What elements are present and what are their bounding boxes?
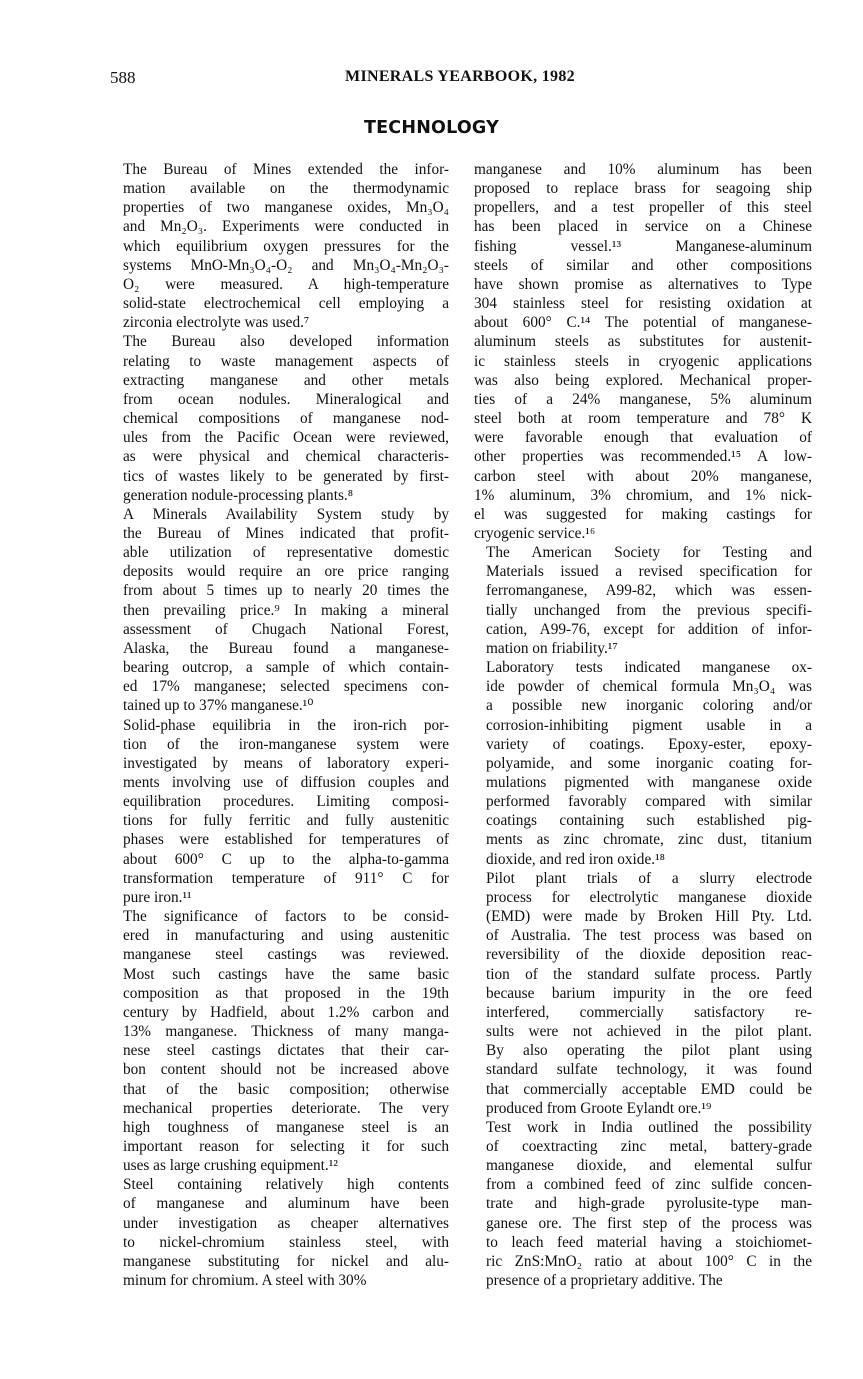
text-line: el was suggested for making castings for [474,505,812,523]
page-number: 588 [110,68,136,87]
text-line: ferromanganese, A99-82, which was essen- [486,582,812,600]
text-line: investigated by means of laboratory experi- [123,754,449,772]
left-column [111,160,449,1290]
paragraph [111,332,449,504]
text-line: performed favorably compared with similar [486,793,812,811]
text-line: process for electrolytic manganese dioxide [486,888,812,906]
text-line: reversibility of the dioxide deposition reac- [486,946,812,964]
text-line: tained up to 37% manganese.¹⁰ [123,697,314,715]
text-line: then prevailing price.⁹ In making a mineral [123,601,449,619]
text-line: 13% manganese. Thickness of many manga- [123,1023,449,1041]
text-line: that of the basic composition; otherwise [123,1080,449,1098]
text-line: extracting manganese and other metals [123,371,449,389]
text-line: (EMD) were made by Broken Hill Pty. Ltd. [486,908,812,926]
text-line: equilibration procedures. Limiting composi- [123,793,449,811]
running-head: MINERALS YEARBOOK, 1982 [345,68,575,85]
text-line: able utilization of representative domestic [123,544,449,562]
text-line: steels of similar and other compositions [474,256,812,274]
text-line: that commercially acceptable EMD could be [486,1080,812,1098]
text-line: of coextracting zinc metal, battery-grade [486,1137,812,1155]
text-line: bon content should not be increased above [123,1061,449,1079]
text-line: corrosion-inhibiting pigment usable in a [486,716,812,734]
paragraph [474,160,812,543]
text-line: fishing vessel.¹³ Manganese-aluminum [474,237,812,255]
text-line: steel both at room temperature and 78° K [474,410,812,428]
text-line: trate and high-grade pyrolusite-type man- [486,1195,812,1213]
paragraph [111,907,449,1175]
paragraph [474,869,812,1118]
text-line: solid-state electrochemical cell employing a [123,295,449,313]
text-line: cryogenic service.¹⁶ [474,524,596,542]
text-line: Pilot plant trials of a slurry electrode [486,869,812,887]
text-line: tion of the iron-manganese system were [123,735,449,753]
text-line: manganese substituting for nickel and alu- [123,1252,449,1270]
text-line: about 600° C.¹⁴ The potential of manganese- [474,314,812,332]
paragraph [474,543,812,658]
text-line: which equilibrium oxygen pressures for the [123,237,449,255]
text-line: deposits would require an ore price ranging [123,563,449,581]
text-line: By also operating the pilot plant using [486,1042,812,1060]
text-line: interfered, commercially satisfactory re- [486,1003,812,1021]
paragraph [111,505,449,716]
text-line: relating to waste management aspects of [123,352,449,370]
text-line: The Bureau also developed information [123,333,449,351]
text-line: mechanical properties deteriorate. The very [123,1099,449,1117]
text-line: sults were not achieved in the pilot plant. [486,1023,812,1041]
text-line: of manganese and aluminum have been [123,1195,449,1213]
text-line: manganese and 10% aluminum has been [474,161,812,178]
paragraph [111,160,449,332]
text-line: ments as zinc chromate, zinc dust, titanium [486,831,812,849]
text-line: The Bureau of Mines extended the infor- [123,161,449,178]
text-line: Solid-phase equilibria in the iron-rich por- [123,716,449,734]
text-line: because barium impurity in the ore feed [486,984,812,1002]
text-line: nese steel castings dictates that their car- [123,1042,449,1060]
text-line: standard sulfate technology, it was found [486,1061,812,1079]
text-line: as were physical and chemical characteris- [123,448,449,466]
text-line: Most such castings have the same basic [123,965,449,983]
text-line: 1% aluminum, 3% chromium, and 1% nick- [474,486,812,504]
text-line: uses as large crushing equipment.¹² [123,1157,338,1175]
text-line: dioxide, and red iron oxide.¹⁸ [486,850,665,868]
text-line: was also being explored. Mechanical proper- [474,371,812,389]
text-line: ide powder of chemical formula Mn₃O₄ was [486,678,812,696]
text-line: composition as that proposed in the 19th [123,984,449,1002]
text-line: presence of a proprietary additive. The [486,1272,723,1290]
text-line: The significance of factors to be consid- [123,908,449,926]
right-column [474,160,812,1290]
text-line: have shown promise as alternatives to Type [474,275,812,293]
text-line: mulations pigmented with manganese oxide [486,774,812,791]
text-line: ed 17% manganese; selected specimens con- [123,678,449,696]
text-line: ments involving use of diffusion couples and [123,774,449,791]
text-line: Laboratory tests indicated manganese ox- [486,659,812,677]
text-line: ganese ore. The first step of the process was [486,1214,812,1232]
text-line: propellers, and a test propeller of this steel [474,199,812,217]
text-line: minum for chromium. A steel with 30% [123,1272,367,1290]
text-line: other properties was recommended.¹⁵ A low- [474,448,812,466]
text-line: from a combined feed of zinc sulfide concen- [486,1176,812,1194]
text-line: O₂ were measured. A high-temperature [123,275,449,293]
text-line: Steel containing relatively high contents [123,1176,449,1194]
text-line: systems MnO-Mn₃O₄-O₂ and Mn₃O₄-Mn₂O₃- [123,256,449,274]
text-line: cation, A99-76, except for addition of infor- [486,620,812,638]
text-line: 304 stainless steel for resisting oxidation at [474,295,812,313]
text-line: produced from Groote Eylandt ore.¹⁹ [486,1099,712,1117]
text-line: ules from the Pacific Ocean were reviewed, [123,429,449,447]
text-line: bearing outcrop, a sample of which contain- [123,659,449,677]
page-header [110,68,810,90]
text-line: generation nodule-processing plants.⁸ [123,486,354,504]
text-line: coatings containing such established pig- [486,812,812,830]
text-line: mation available on the thermodynamic [123,180,449,198]
text-line: Alaska, the Bureau found a manganese- [123,639,449,657]
text-line: tions for fully ferritic and fully austenitic [123,812,449,830]
text-line: Test work in India outlined the possibility [486,1118,812,1136]
section-title: TECHNOLOGY [364,118,499,138]
paragraph [474,1118,812,1290]
text-line: of Australia. The test process was based on [486,927,812,945]
text-line: proposed to replace brass for seagoing ship [474,180,812,198]
text-line: pure iron.¹¹ [123,888,192,906]
text-line: The American Society for Testing and [486,544,812,562]
text-line: phases were established for temperatures of [123,831,449,849]
text-line: about 600° C up to the alpha-to-gamma [123,850,449,868]
text-line: polyamide, and some inorganic coating for- [486,754,812,772]
text-line: tics of wastes likely to be generated by first- [123,467,449,485]
text-line: Materials issued a revised specification for [486,563,812,581]
text-line: from about 5 times up to nearly 20 times the [123,582,449,600]
text-line: to leach feed material having a stoichiomet- [486,1233,812,1251]
text-line: the Bureau of Mines indicated that profit- [123,524,449,542]
text-line: zirconia electrolyte was used.⁷ [123,314,310,332]
text-line: tion of the standard sulfate process. Partly [486,965,812,983]
text-line: transformation temperature of 911° C for [123,869,449,887]
text-line: ered in manufacturing and using austenitic [123,927,449,945]
text-line: chemical compositions of manganese nod- [123,410,449,428]
paragraph [111,1175,449,1290]
text-line: under investigation as cheaper alternatives [123,1214,449,1232]
text-line: has been placed in service on a Chinese [474,218,812,236]
paragraph [474,658,812,869]
text-line: from ocean nodules. Mineralogical and [123,390,449,408]
text-line: ric ZnS:MnO₂ ratio at about 100° C in the [486,1252,812,1270]
text-line: manganese steel castings was reviewed. [123,946,449,964]
text-line: ic stainless steels in cryogenic applications [474,352,812,370]
text-line: manganese dioxide, and elemental sulfur [486,1157,812,1175]
text-line: A Minerals Availability System study by [123,505,449,523]
text-line: high toughness of manganese steel is an [123,1118,449,1136]
text-line: carbon steel with about 20% manganese, [474,467,812,485]
text-line: assessment of Chugach National Forest, [123,620,449,638]
text-line: aluminum steels as substitutes for austenit- [474,333,812,351]
text-line: ties of a 24% manganese, 5% aluminum [474,390,812,408]
text-line: a possible new inorganic coloring and/or [486,697,812,715]
text-line: variety of coatings. Epoxy-ester, epoxy- [486,735,812,753]
text-line: and Mn₂O₃. Experiments were conducted in [123,218,449,236]
text-line: to nickel-chromium stainless steel, with [123,1233,449,1251]
text-line: properties of two manganese oxides, Mn₃O₄ [123,199,449,217]
text-line: mation on friability.¹⁷ [486,639,618,657]
text-line: century by Hadfield, about 1.2% carbon and [123,1003,449,1021]
paragraph [111,716,449,908]
text-line: tially unchanged from the previous specifi- [486,601,812,619]
text-line: important reason for selecting it for such [123,1137,449,1155]
text-line: were favorable enough that evaluation of [474,429,812,447]
